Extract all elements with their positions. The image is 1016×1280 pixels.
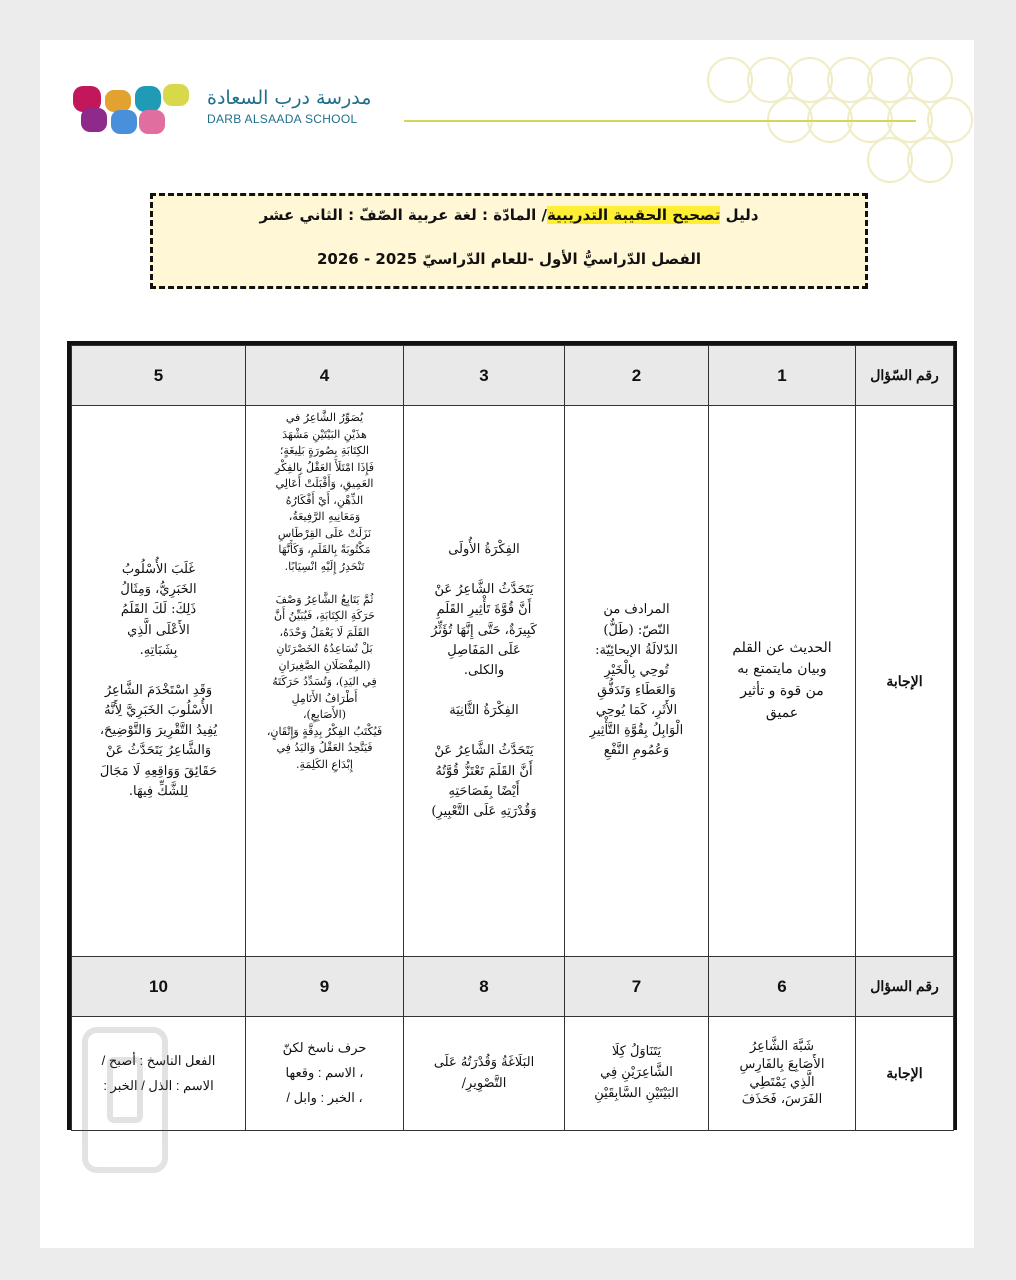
answer-text: المرادف من النّصّ: (طَلٌّ) الدّلالَةُ الإيحائِيّة: تُوحِي بِالْخَيْرِ وَالعَطَاءِ وَتَدَفُّقِ الأَثَرِ، كَمَا يُوحِي الْوَابِلُ بِقُوَّةِ التَّأْثِيرِ وَعُمُومِ النَّفْعِ [589, 602, 684, 759]
table-row [72, 957, 954, 1017]
title-suffix: / المادّة : لغة عربية الصّفّ : الثاني عشر [259, 206, 547, 224]
answer-text: يَتَنَاوَلُ كِلَا الشَّاعِرَيْنِ فِي البَيْتَيْنِ السَّابِقَيْنِ [594, 1044, 679, 1101]
answer-cell [709, 1017, 856, 1131]
answer-label: الإجابة [856, 406, 954, 957]
answer-text: شَبَّهَ الشَّاعِرُ الأَصَابِعَ بِالفَارِسِ الَّذِي يَمْتَطِي الفَرَسَ، فَحَذَفَ [739, 1039, 825, 1108]
table-row [72, 406, 954, 957]
answer-cell [246, 406, 404, 957]
question-number: 7 [565, 957, 709, 1017]
answer-text: البَلَاغَةُ وَقُدْرَتُهُ عَلَى التَّصْوِيرِ/ [433, 1055, 535, 1091]
answer-text: حرف ناسخ لكنّ ، الاسم : وقعها ، الخبر : وابل / [282, 1040, 367, 1105]
decorative-pattern [670, 40, 974, 190]
question-number: 1 [709, 346, 856, 406]
school-name-english: DARB ALSAADA SCHOOL [207, 112, 358, 126]
answer-cell [709, 406, 856, 957]
watermark-logo [0, 1010, 300, 1210]
table-row [72, 346, 954, 406]
question-number-label: رقم السّؤال [856, 346, 954, 406]
question-number: 2 [565, 346, 709, 406]
question-number: 9 [246, 957, 404, 1017]
title-prefix: دليل [720, 206, 759, 224]
answer-cell [404, 406, 565, 957]
question-number-label: رقم السؤال [856, 957, 954, 1017]
question-number: 5 [72, 346, 246, 406]
question-number: 6 [709, 957, 856, 1017]
school-name-arabic: مدرسة درب السعادة [207, 87, 372, 109]
title-box [150, 193, 868, 289]
answer-cell [565, 406, 709, 957]
title-line-2: الفصل الدّراسيُّ الأول -للعام الدّراسيّ 2025 - 2026 [316, 250, 702, 268]
school-logo [73, 82, 191, 136]
question-number: 8 [404, 957, 565, 1017]
answer-label: الإجابة [856, 1017, 954, 1131]
answer-cell [72, 406, 246, 957]
answer-text: الفعل الناسخ : أصبح / الاسم : الذل / الخبر : [101, 1052, 216, 1093]
question-number: 10 [72, 957, 246, 1017]
question-number: 4 [246, 346, 404, 406]
answer-text: الحديث عن القلم وبيان مايتمتع به من قوة و تأثير عميق [732, 639, 832, 721]
question-number: 3 [404, 346, 565, 406]
answer-cell [565, 1017, 709, 1131]
title-highlight: تصحيح الحقيبة التدريبية [546, 206, 721, 224]
answer-text: غَلَبَ الأُسْلُوبُ الخَبَرِيُّ، وَمِثَالُ ذَلِكَ: لَكَ القَلَمُ الأَعْلَى الَّذِي بِشَبَاتِهِ. وَقَدِ اسْتَخْدَمَ الشَّاعِرُ الأُسْلُوبَ الخَبَرِيَّ لِأَنَّهُ يُفِيدُ التَّقْرِيرَ وَالتَّوْضِيحَ، وَالشَّاعِرُ يَتَحَدَّثُ عَنْ حَقَائِقَ وَوَاقِعِهِ لَا مَجَالَ لِلشَّكِّ فِيهَا. [99, 562, 218, 799]
title-line-1 [153, 206, 865, 224]
answer-cell [404, 1017, 565, 1131]
answer-text: الفِكْرَةُ الأُولَى يَتَحَدَّثُ الشَّاعِرُ عَنْ أَنَّ قُوَّةَ تَأْثِيرِ القَلَمِ كَبِيرَةٌ، حَتَّى إِنَّهَا تُؤَثِّرُ عَلَى المَفَاصِلِ والكلى. الفِكْرَةُ الثَّانِيَة يَتَحَدَّثُ الشَّاعِرُ عَنْ أَنَّ القَلَمَ تَعْتَزُّ قُوَّتُهُ أَيْضًا بِفَصَاحَتِهِ وَقُدْرَتِهِ عَلَى التَّعْبِيرِ) [431, 542, 537, 819]
answer-text: يُصَوِّرُ الشَّاعِرُ في هذَيْنِ البَيْتَيْنِ مَشْهَدَ الكِتَابَةِ بِصُورَةٍ بَلِيغَةٍ؛ فَإِذَا امْتَلَأَ العَقْلُ بِالفِكْرِ العَمِيقِ، وَأَقْبَلَتْ أَعَالِي الذِّهْنِ، أَيْ أَفْكَارُهُ وَمَعَانِيهِ الرَّفِيعَةُ، نَزَلَتْ عَلَى القِرْطَاسِ مَكْتُوبَةً بِالقَلَمِ، وَكَأَنَّهَا تَنْحَدِرُ إِلَيْهِ انْسِيَابًا. ثُمَّ يَتَابِعُ الشَّاعِرُ وَصْفَ حَرَكَةِ الكِتَابَةِ، فَيُبَيِّنُ أَنَّ القَلَمَ لَا يَعْمَلُ وَحْدَهُ، بَلْ تُسَاعِدُهُ الخَصْرَتَانِ (المِفْصَلَانِ الصَّغِيرَانِ فِي اليَدِ)، وَتُسَدِّدُ حَرَكَتَهُ أَطْرَافُ الأَنَامِلِ (الأَصَابِعِ)، فَيُكْتَبُ الفِكْرُ بِدِقَّةٍ وَإِتْقَانٍ، فَيَتَّحِدُ العَقْلُ وَاليَدُ فِي إِبْدَاعِ الكَلِمَةِ. [266, 411, 383, 771]
header-divider [404, 120, 916, 122]
